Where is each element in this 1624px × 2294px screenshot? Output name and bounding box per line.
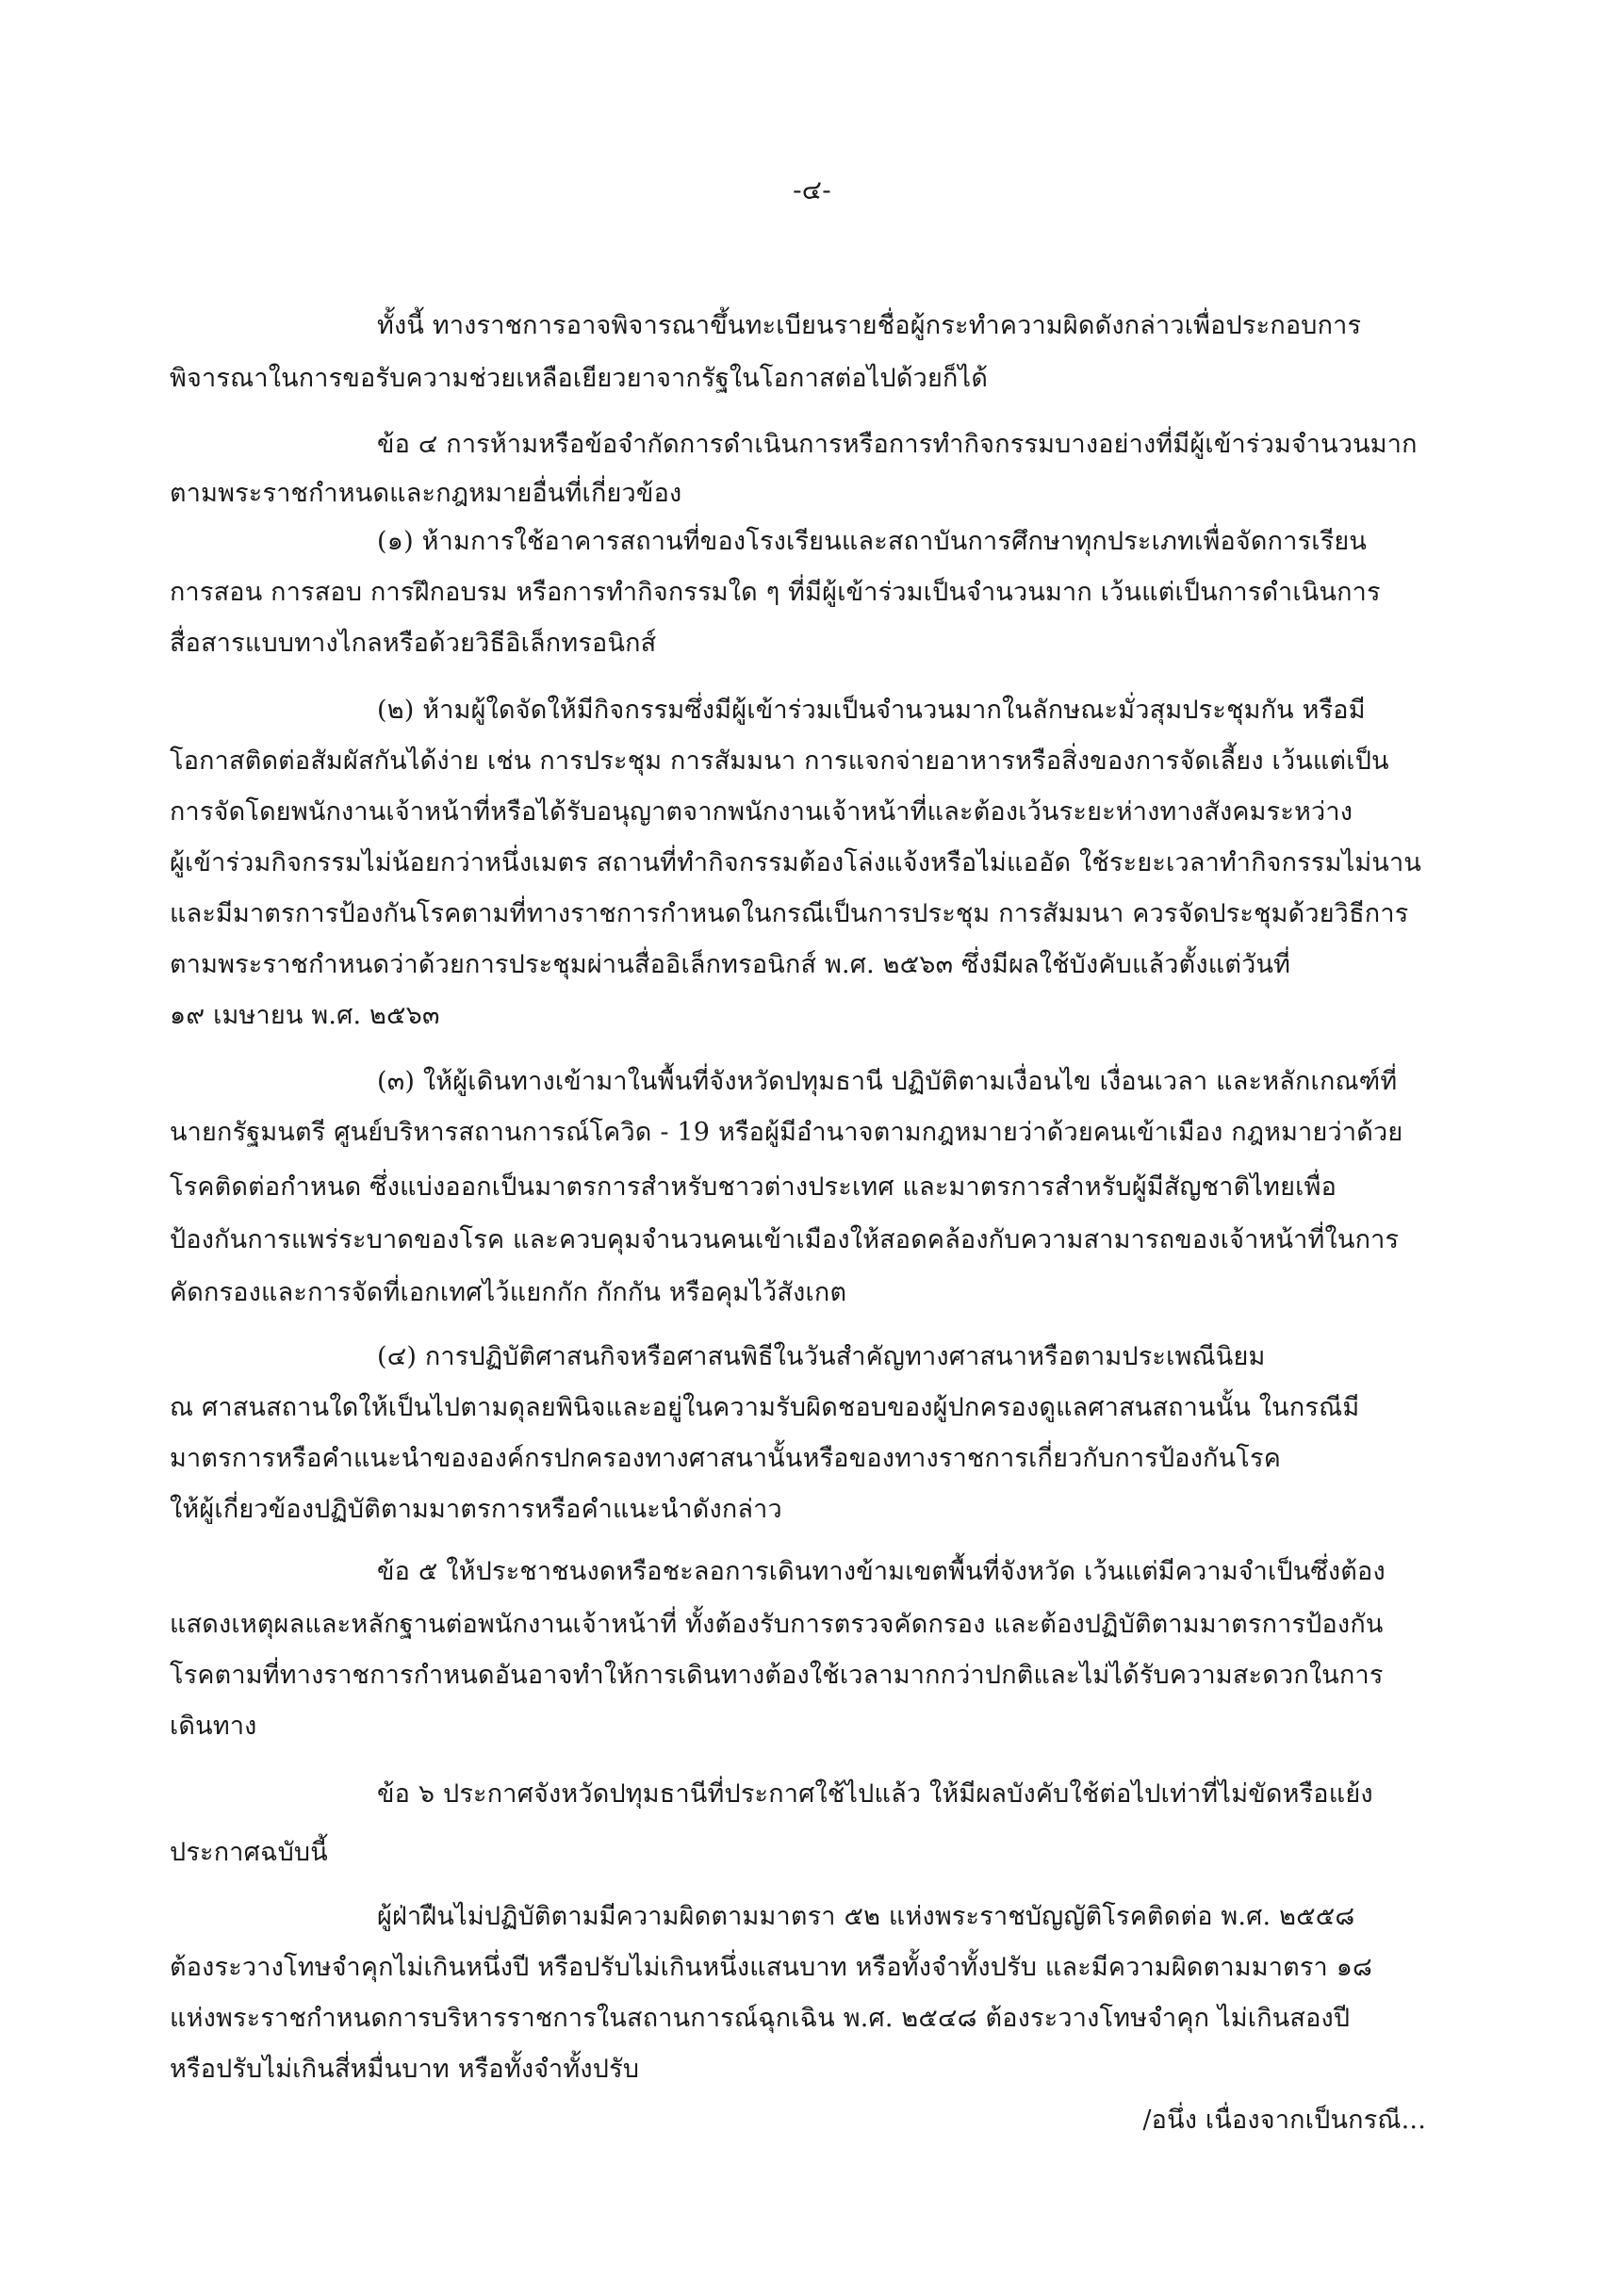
paragraph-line: ตามพระราชกำหนดว่าด้วยการประชุมผ่านสื่ออิเล็กทรอนิกส์ พ.ศ. ๒๕๖๓ ซึ่งมีผลใช้บังคับแล้วตั้งแต่วันที่ — [170, 950, 1291, 979]
paragraph-line: (๔) การปฏิบัติศาสนกิจหรือศาสนพิธีในวันสำคัญทางศาสนาหรือตามประเพณีนิยม — [377, 1342, 1266, 1371]
paragraph-line: เดินทาง — [170, 1712, 257, 1741]
paragraph-line: โรคตามที่ทางราชการกำหนดอันอาจทำให้การเดินทางต้องใช้เวลามากกว่าปกติและไม่ได้รับความสะดวกในการ — [170, 1661, 1384, 1690]
paragraph-line: ข้อ ๕ ให้ประชาชนงดหรือชะลอการเดินทางข้ามเขตพื้นที่จังหวัด เว้นแต่มีความจำเป็นซึ่งต้อง — [377, 1557, 1386, 1586]
paragraph-line: และมีมาตรการป้องกันโรคตามที่ทางราชการกำหนดในกรณีเป็นการประชุม การสัมมนา ควรจัดประชุมด้วยวิธีการ — [170, 899, 1409, 928]
paragraph-line: ข้อ ๔ การห้ามหรือข้อจำกัดการดำเนินการหรือการทำกิจกรรมบางอย่างที่มีผู้เข้าร่วมจำนวนมาก — [377, 430, 1418, 459]
paragraph-line: ตามพระราชกำหนดและกฎหมายอื่นที่เกี่ยวข้อง — [170, 479, 682, 508]
paragraph-line: ทั้งนี้ ทางราชการอาจพิจารณาขึ้นทะเบียนรายชื่อผู้กระทำความผิดดังกล่าวเพื่อประกอบการ — [377, 311, 1362, 340]
paragraph-line: (๓) ให้ผู้เดินทางเข้ามาในพื้นที่จังหวัดปทุมธานี ปฏิบัติตามเงื่อนไข เงื่อนเวลา และหลักเกณฑ์ที่ — [377, 1067, 1398, 1096]
paragraph-line: ป้องกันการแพร่ระบาดของโรค และควบคุมจำนวนคนเข้าเมืองให้สอดคล้องกับความสามารถของเจ้าหน้าที่ในการ — [170, 1225, 1400, 1254]
paragraph-line: การจัดโดยพนักงานเจ้าหน้าที่หรือได้รับอนุญาตจากพนักงานเจ้าหน้าที่และต้องเว้นระยะห่างทางสังคมระหว่าง — [170, 797, 1353, 827]
paragraph-line: ให้ผู้เกี่ยวข้องปฏิบัติตามมาตรการหรือคำแนะนำดังกล่าว — [170, 1495, 782, 1524]
paragraph-line: (๒) ห้ามผู้ใดจัดให้มีกิจกรรมซึ่งมีผู้เข้าร่วมเป็นจำนวนมากในลักษณะมั่วสุมประชุมกัน หรือมี — [377, 696, 1366, 725]
continuation-marker: /อนึ่ง เนื่องจากเป็นกรณี... — [1142, 2106, 1426, 2135]
paragraph-line: คัดกรองและการจัดที่เอกเทศไว้แยกกัก กักกัน หรือคุมไว้สังเกต — [170, 1278, 847, 1307]
paragraph-line: ประกาศฉบับนี้ — [170, 1838, 328, 1867]
paragraph-line: นายกรัฐมนตรี ศูนย์บริหารสถานการณ์โควิด - 19 หรือผู้มีอำนาจตามกฎหมายว่าด้วยคนเข้าเมือง กฎหมายว่าด้วย — [170, 1118, 1403, 1147]
paragraph-line: ณ ศาสนสถานใดให้เป็นไปตามดุลยพินิจและอยู่ในความรับผิดชอบของผู้ปกครองดูแลศาสนสถานนั้น ในกรณีมี — [170, 1393, 1360, 1422]
paragraph-line: โอกาสติดต่อสัมผัสกันได้ง่าย เช่น การประชุม การสัมมนา การแจกจ่ายอาหารหรือสิ่งของการจัดเลี้ยง เว้นแต่เป็น — [170, 746, 1389, 776]
paragraph-line: โรคติดต่อกำหนด ซึ่งแบ่งออกเป็นมาตรการสำหรับชาวต่างประเทศ และมาตรการสำหรับผู้มีสัญชาติไทยเพื่อ — [170, 1172, 1337, 1202]
paragraph-line: ๑๙ เมษายน พ.ศ. ๒๕๖๓ — [170, 1001, 440, 1030]
paragraph-line: พิจารณาในการขอรับความช่วยเหลือเยียวยาจากรัฐในโอกาสต่อไปด้วยก็ได้ — [170, 364, 989, 393]
paragraph-line: การสอน การสอบ การฝึกอบรม หรือการทำกิจกรรมใด ๆ ที่มีผู้เข้าร่วมเป็นจำนวนมาก เว้นแต่เป็นการดำเนินการ — [170, 578, 1381, 607]
paragraph-line: (๑) ห้ามการใช้อาคารสถานที่ของโรงเรียนและสถาบันการศึกษาทุกประเภทเพื่อจัดการเรียน — [377, 527, 1368, 556]
page-number: -๔- — [793, 174, 831, 205]
paragraph-line: หรือปรับไม่เกินสี่หมื่นบาท หรือทั้งจำทั้งปรับ — [170, 2055, 640, 2084]
paragraph-line: มาตรการหรือคำแนะนำขององค์กรปกครองทางศาสนานั้นหรือของทางราชการเกี่ยวกับการป้องกันโรค — [170, 1444, 1281, 1473]
paragraph-line: ต้องระวางโทษจำคุกไม่เกินหนึ่งปี หรือปรับไม่เกินหนึ่งแสนบาท หรือทั้งจำทั้งปรับ และมีความผิดตามมาตรา ๑๘ — [170, 1953, 1373, 1982]
paragraph-line: แห่งพระราชกำหนดการบริหารราชการในสถานการณ์ฉุกเฉิน พ.ศ. ๒๕๔๘ ต้องระวางโทษจำคุก ไม่เกินสองปี — [170, 2004, 1351, 2033]
paragraph-line: แสดงเหตุผลและหลักฐานต่อพนักงานเจ้าหน้าที่ ทั้งต้องรับการตรวจคัดกรอง และต้องปฏิบัติตามมาตรการป้องกัน — [170, 1610, 1384, 1639]
paragraph-line: ผู้เข้าร่วมกิจกรรมไม่น้อยกว่าหนึ่งเมตร สถานที่ทำกิจกรรมต้องโล่งแจ้งหรือไม่แออัด ใช้ระยะเวลาทำกิจกรรมไม่นาน — [170, 848, 1422, 877]
paragraph-line: ข้อ ๖ ประกาศจังหวัดปทุมธานีที่ประกาศใช้ไปแล้ว ให้มีผลบังคับใช้ต่อไปเท่าที่ไม่ขัดหรือแย้ง — [377, 1779, 1373, 1809]
paragraph-line: ผู้ฝ่าฝืนไม่ปฏิบัติตามมีความผิดตามมาตรา ๕๒ แห่งพระราชบัญญัติโรคติดต่อ พ.ศ. ๒๕๕๘ — [377, 1902, 1355, 1931]
paragraph-line: สื่อสารแบบทางไกลหรือด้วยวิธีอิเล็กทรอนิกส์ — [170, 629, 657, 658]
